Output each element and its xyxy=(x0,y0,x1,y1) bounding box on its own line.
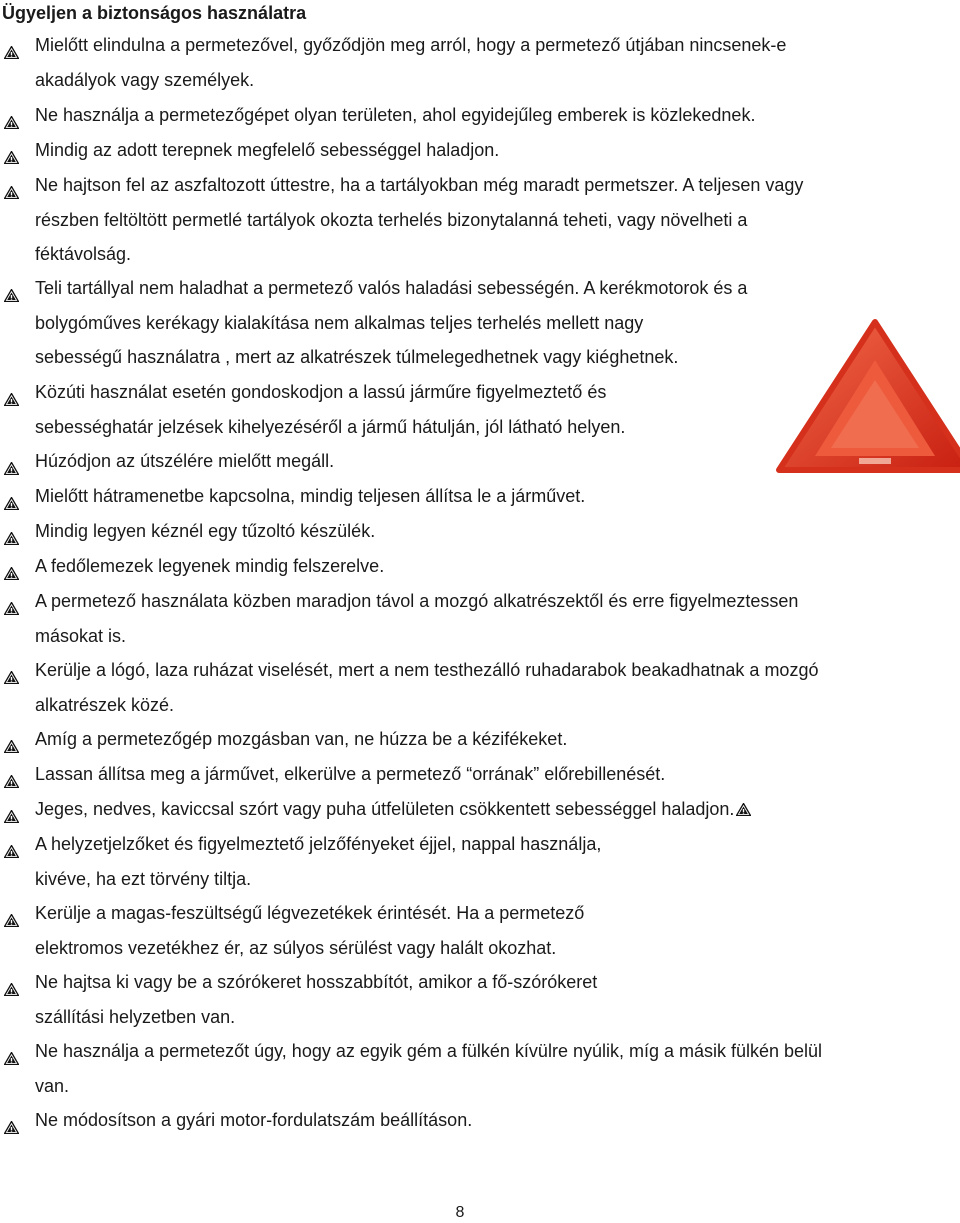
list-item-text: elektromos vezetékhez ér, az súlyos sérülést vagy halált okozhat. xyxy=(35,937,557,958)
list-item-text: másokat is. xyxy=(35,625,127,646)
warning-triangle-icon xyxy=(4,845,19,858)
list-item-text: A fedőlemezek legyenek mindig felszerelve. xyxy=(35,556,385,576)
warning-triangle-icon xyxy=(4,289,19,302)
list-item-text: Mielőtt hátramenetbe kapcsolna, mindig teljesen állítsa le a járművet. xyxy=(35,486,586,506)
list-item-text: bolygóműves kerékagy kialakítása nem alkalmas teljes terhelés mellett nagy xyxy=(35,312,644,333)
list-item-text: Ne hajtsa ki vagy be a szórókeret hosszabbítót, amikor a fő-szórókeret xyxy=(35,972,598,992)
list-item-text: részben feltöltött permetlé tartályok okozta terhelés bizonytalanná teheti, vagy növelheti a xyxy=(35,209,748,230)
warning-triangle-icon xyxy=(4,46,19,59)
list-item-text: Ne használja a permetezőt úgy, hogy az egyik gém a fülkén kívülre nyúlik, míg a másik fülkén belül xyxy=(35,1041,823,1061)
list-item-text: Kerülje a lógó, laza ruházat viselését, mert a nem testhezálló ruhadarabok beakadhatnak a mozgó xyxy=(35,660,819,680)
list-item-text: Ne használja a permetezőgépet olyan területen, ahol egyidejűleg emberek is közlekednek. xyxy=(35,105,756,125)
warning-triangle-icon xyxy=(4,567,19,580)
list-item-text: Lassan állítsa meg a járművet, elkerülve a permetező “orrának” előrebillenését. xyxy=(35,764,666,784)
warning-triangle-icon xyxy=(4,116,19,129)
warning-triangle-icon xyxy=(4,914,19,927)
list-item-text: Ne módosítson a gyári motor-fordulatszám beállításon. xyxy=(35,1110,473,1130)
slow-moving-vehicle-sign xyxy=(775,318,960,483)
list-item-text: kivéve, ha ezt törvény tiltja. xyxy=(35,868,252,889)
list-item-text: Teli tartállyal nem haladhat a permetező valós haladási sebességén. A kerékmotorok és a xyxy=(35,278,748,298)
warning-triangle-icon xyxy=(4,775,19,788)
list-item-text: sebességhatár jelzések kihelyezéséről a jármű hátulján, jól látható helyen. xyxy=(35,416,626,437)
warning-triangle-icon xyxy=(4,1052,19,1065)
warning-triangle-icon xyxy=(4,462,19,475)
warning-triangle-icon xyxy=(4,740,19,753)
list-item-text: Jeges, nedves, kaviccsal szórt vagy puha útfelületen csökkentett sebességgel haladjon. xyxy=(35,797,751,821)
list-item-text: akadályok vagy személyek. xyxy=(35,69,255,90)
list-item-text: Közúti használat esetén gondoskodjon a lassú járműre figyelmeztető és xyxy=(35,382,607,402)
warning-triangle-icon xyxy=(4,1121,19,1134)
list-item-text: van. xyxy=(35,1075,70,1096)
list-item-text: Mindig az adott terepnek megfelelő sebességgel haladjon. xyxy=(35,140,500,160)
warning-triangle-icon xyxy=(4,671,19,684)
list-item-text: Húzódjon az útszélére mielőtt megáll. xyxy=(35,451,335,471)
warning-triangle-icon xyxy=(736,798,751,811)
list-item-text: sebességű használatra , mert az alkatrészek túlmelegedhetnek vagy kiéghetnek. xyxy=(35,347,679,367)
page-number: 8 xyxy=(455,1204,465,1221)
page-title: Ügyeljen a biztonságos használatra xyxy=(2,3,307,23)
list-item-text: alkatrészek közé. xyxy=(35,694,175,715)
warning-triangle-icon xyxy=(4,532,19,545)
list-item-text: Amíg a permetezőgép mozgásban van, ne húzza be a kézifékeket. xyxy=(35,729,568,749)
list-item-text: Kerülje a magas-feszültségű légvezetékek érintését. Ha a permetező xyxy=(35,903,585,923)
warning-triangle-icon xyxy=(4,186,19,199)
warning-triangle-icon xyxy=(4,983,19,996)
warning-triangle-icon xyxy=(4,497,19,510)
warning-triangle-icon xyxy=(4,810,19,823)
list-item-text: A permetező használata közben maradjon távol a mozgó alkatrészektől és erre figyelmeztessen xyxy=(35,591,799,611)
list-item-text: Ne hajtson fel az aszfaltozott úttestre, ha a tartályokban még maradt permetszer. A teljesen vagy xyxy=(35,175,804,195)
list-item-text: Mielőtt elindulna a permetezővel, győződjön meg arról, hogy a permetező útjában nincsenek-e xyxy=(35,35,787,55)
list-item-text: A helyzetjelzőket és figyelmeztető jelzőfényeket éjjel, nappal használja, xyxy=(35,834,602,854)
warning-triangle-icon xyxy=(4,151,19,164)
list-item-text: Mindig legyen kéznél egy tűzoltó készülék. xyxy=(35,521,376,541)
warning-triangle-icon xyxy=(4,602,19,615)
warning-triangle-icon xyxy=(4,393,19,406)
list-item-text: szállítási helyzetben van. xyxy=(35,1006,236,1027)
list-item-text: féktávolság. xyxy=(35,244,132,264)
